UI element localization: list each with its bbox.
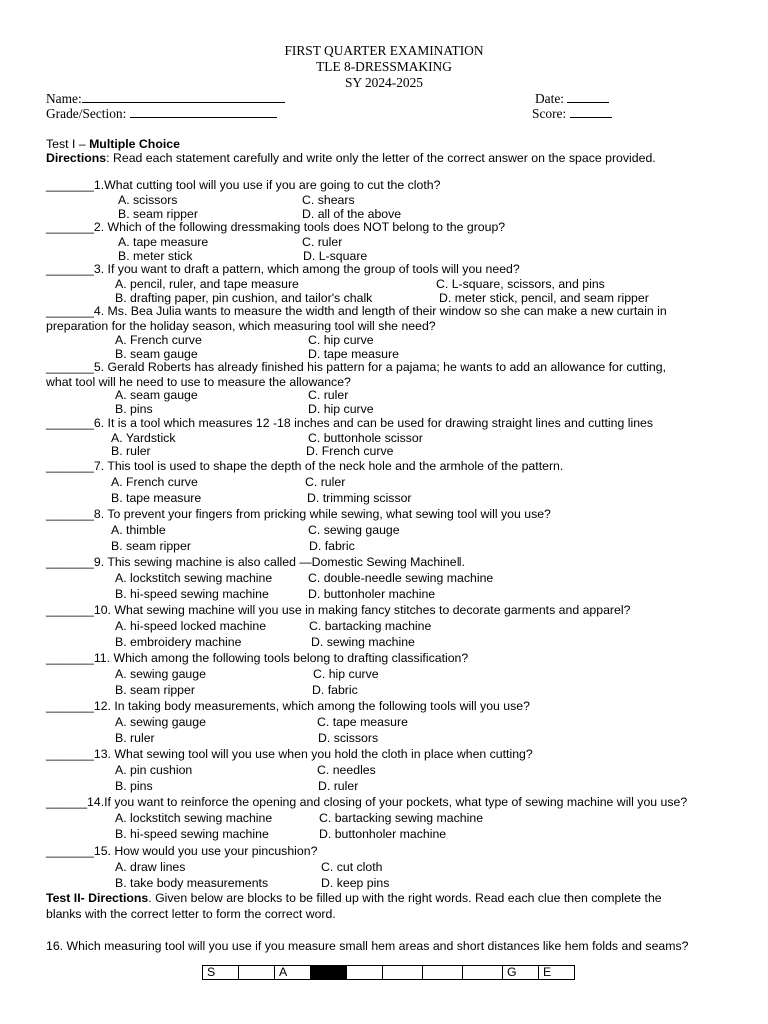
date-label: Date: (535, 91, 564, 106)
answer-blank[interactable]: _______ (46, 304, 94, 318)
option-a: A. pin cushion (115, 763, 193, 777)
option-c: C. ruler (308, 388, 349, 402)
question-11 (46, 651, 468, 666)
question-text: 4. Ms. Bea Julia wants to measure the width and length of their window so she can make a new curtain in (93, 304, 667, 318)
answer-blank[interactable]: _______ (46, 262, 94, 276)
option-c: C. shears (302, 193, 355, 207)
question-12 (46, 699, 530, 714)
option-b: B. seam gauge (115, 347, 198, 361)
test2-directions (46, 891, 662, 906)
answer-blank[interactable]: _______ (46, 699, 94, 713)
letter-block[interactable] (383, 966, 423, 980)
option-a: A. scissors (118, 193, 178, 207)
name-field (46, 90, 285, 106)
option-c: C. sewing gauge (308, 523, 400, 537)
question-8 (46, 507, 551, 522)
answer-blank[interactable]: ______ (46, 795, 88, 809)
option-d: D. meter stick, pencil, and seam ripper (439, 291, 649, 305)
question-text: 15. How would you use your pincushion? (93, 844, 318, 858)
question-6 (46, 416, 653, 431)
option-b: B. seam ripper (118, 207, 198, 221)
question-7 (46, 459, 563, 474)
test1-directions (46, 151, 656, 166)
option-a: A. lockstitch sewing machine (115, 811, 273, 825)
answer-blank[interactable]: _______ (46, 844, 94, 858)
question-9 (46, 555, 465, 570)
question-text: 14.If you want to reinforce the opening and closing of your pockets, what type of sewing machine will you use? (87, 795, 688, 809)
answer-blank[interactable]: _______ (46, 555, 94, 569)
date-field (535, 90, 609, 106)
date-blank[interactable] (567, 90, 609, 103)
question-text: 5. Gerald Roberts has already finished his pattern for a pajama; he wants to add an allowance for cutting, (93, 360, 667, 374)
option-b: B. pins (115, 402, 153, 416)
option-b: B. hi-speed sewing machine (115, 587, 269, 601)
name-label: Name: (46, 91, 82, 106)
test2-directions-line2: blanks with the correct letter to form the correct word. (46, 907, 336, 921)
option-b: B. tape measure (111, 491, 202, 505)
grade-field (46, 105, 277, 121)
question-13 (46, 747, 533, 762)
option-c: C. tape measure (317, 715, 408, 729)
option-d: D. trimming scissor (307, 491, 412, 505)
question-3 (46, 262, 520, 277)
answer-blank[interactable]: _______ (46, 507, 94, 521)
test1-heading (46, 137, 180, 152)
letter-block[interactable]: S (203, 966, 239, 980)
option-c: C. hip curve (308, 333, 374, 347)
option-c: C. needles (317, 763, 376, 777)
option-d: D. fabric (309, 539, 355, 553)
option-c: C. cut cloth (321, 860, 383, 874)
question-text: 7. This tool is used to shape the depth of the neck hole and the armhole of the pattern. (93, 459, 564, 473)
option-a: A. lockstitch sewing machine (115, 571, 273, 585)
letter-block[interactable]: G (503, 966, 539, 980)
option-d: D. scissors (318, 731, 379, 745)
option-a: A. seam gauge (115, 388, 198, 402)
letter-block[interactable] (423, 966, 463, 980)
answer-blank[interactable]: _______ (46, 220, 94, 234)
exam-title: FIRST QUARTER EXAMINATION (284, 43, 484, 58)
option-d: D. fabric (312, 683, 358, 697)
question-1 (46, 178, 440, 193)
test1-title: Multiple Choice (89, 137, 180, 151)
directions-text: : Read each statement carefully and write only the letter of the correct answer on the space provided. (106, 151, 656, 165)
option-b: B. pins (115, 779, 153, 793)
option-b: B. ruler (111, 444, 151, 458)
score-label: Score: (532, 106, 567, 121)
question-text: 8. To prevent your fingers from pricking while sewing, what sewing tool will you use? (93, 507, 551, 521)
option-b: B. ruler (115, 731, 155, 745)
option-c: C. ruler (305, 475, 346, 489)
option-a: A. sewing gauge (115, 715, 206, 729)
question-text: 9. This sewing machine is also called ―Domestic Sewing Machine‖. (93, 555, 466, 569)
question-15 (46, 844, 317, 859)
option-a: A. French curve (111, 475, 198, 489)
option-c: C. bartacking machine (309, 619, 432, 633)
question-text: 1.What cutting tool will you use if you are going to cut the cloth? (93, 178, 441, 192)
letter-block[interactable] (347, 966, 383, 980)
question-10 (46, 603, 630, 618)
option-a: A. pencil, ruler, and tape measure (115, 277, 299, 291)
option-c: C. hip curve (313, 667, 379, 681)
question-16: 16. Which measuring tool will you use if you measure small hem areas and short distances like hem folds and seams? (46, 939, 689, 953)
test1-prefix: Test I – (46, 137, 90, 151)
option-d: D. tape measure (308, 347, 399, 361)
option-b: B. drafting paper, pin cushion, and tailor's chalk (115, 291, 373, 305)
option-c: C. buttonhole scissor (308, 431, 423, 445)
option-d: D. sewing machine (311, 635, 415, 649)
option-d: D. all of the above (302, 207, 402, 221)
option-d: D. L-square (303, 249, 368, 263)
option-d: D. keep pins (321, 876, 390, 890)
question-text: 10. What sewing machine will you use in making fancy stitches to decorate garments and apparel? (93, 603, 631, 617)
answer-blank[interactable]: _______ (46, 178, 94, 192)
option-b: B. take body measurements (115, 876, 269, 890)
question-4 (46, 304, 667, 319)
letter-block[interactable]: A (275, 966, 311, 980)
option-c: C. ruler (302, 235, 343, 249)
question-text-continued: what tool will he need to use to measure the allowance? (46, 375, 351, 389)
directions-label: Directions (46, 151, 107, 165)
score-field (532, 105, 612, 121)
option-c: C. double-needle sewing machine (308, 571, 494, 585)
option-a: A. Yardstick (111, 431, 176, 445)
option-b: B. seam ripper (115, 683, 195, 697)
question-text: 2. Which of the following dressmaking tools does NOT belong to the group? (93, 220, 506, 234)
letter-block[interactable] (239, 966, 275, 980)
option-a: A. draw lines (115, 860, 186, 874)
answer-blank[interactable]: _______ (46, 416, 94, 430)
option-a: A. thimble (111, 523, 166, 537)
answer-blank[interactable]: _______ (46, 651, 94, 665)
option-d: D. French curve (306, 444, 394, 458)
answer-blank[interactable]: _______ (46, 747, 94, 761)
option-d: D. ruler (318, 779, 359, 793)
letter-blocks (202, 965, 575, 980)
option-c: C. bartacking sewing machine (319, 811, 484, 825)
question-text: 6. It is a tool which measures 12 -18 inches and can be used for drawing straight lines and cutting lines (93, 416, 654, 430)
option-c: C. L-square, scissors, and pins (436, 277, 605, 291)
option-b: B. meter stick (118, 249, 193, 263)
answer-blank[interactable]: _______ (46, 603, 94, 617)
question-text: 12. In taking body measurements, which among the following tools will you use? (93, 699, 530, 713)
option-a: A. hi-speed locked machine (115, 619, 267, 633)
letter-block[interactable] (311, 966, 347, 980)
question-text-continued: preparation for the holiday season, which measuring tool will she need? (46, 319, 436, 333)
option-b: B. hi-speed sewing machine (115, 827, 269, 841)
grade-blank[interactable] (130, 105, 277, 118)
option-b: B. embroidery machine (115, 635, 242, 649)
exam-subject: TLE 8-DRESSMAKING (316, 59, 452, 74)
letter-block[interactable]: E (539, 966, 575, 980)
answer-blank[interactable]: _______ (46, 360, 94, 374)
name-blank[interactable] (82, 90, 285, 103)
question-text: 11. Which among the following tools belong to drafting classification? (93, 651, 469, 665)
option-a: A. French curve (115, 333, 202, 347)
school-year: SY 2024-2025 (345, 75, 423, 90)
question-2 (46, 220, 505, 235)
letter-block[interactable] (463, 966, 503, 980)
question-text: 3. If you want to draft a pattern, which among the group of tools will you need? (93, 262, 520, 276)
question-text: 13. What sewing tool will you use when you hold the cloth in place when cutting? (93, 747, 533, 761)
answer-blank[interactable]: _______ (46, 459, 94, 473)
grade-label: Grade/Section: (46, 106, 127, 121)
option-d: D. buttonholer machine (308, 587, 436, 601)
option-a: A. tape measure (118, 235, 209, 249)
question-14 (46, 795, 687, 810)
test2-title: Test II- Directions (46, 891, 149, 905)
option-a: A. sewing gauge (115, 667, 206, 681)
test2-text: . Given below are blocks to be filled up with the right words. Read each clue then complete the (148, 891, 662, 905)
option-d: D. buttonholer machine (319, 827, 447, 841)
score-blank[interactable] (570, 105, 612, 118)
option-b: B. seam ripper (111, 539, 191, 553)
option-d: D. hip curve (308, 402, 374, 416)
question-5 (46, 360, 666, 375)
